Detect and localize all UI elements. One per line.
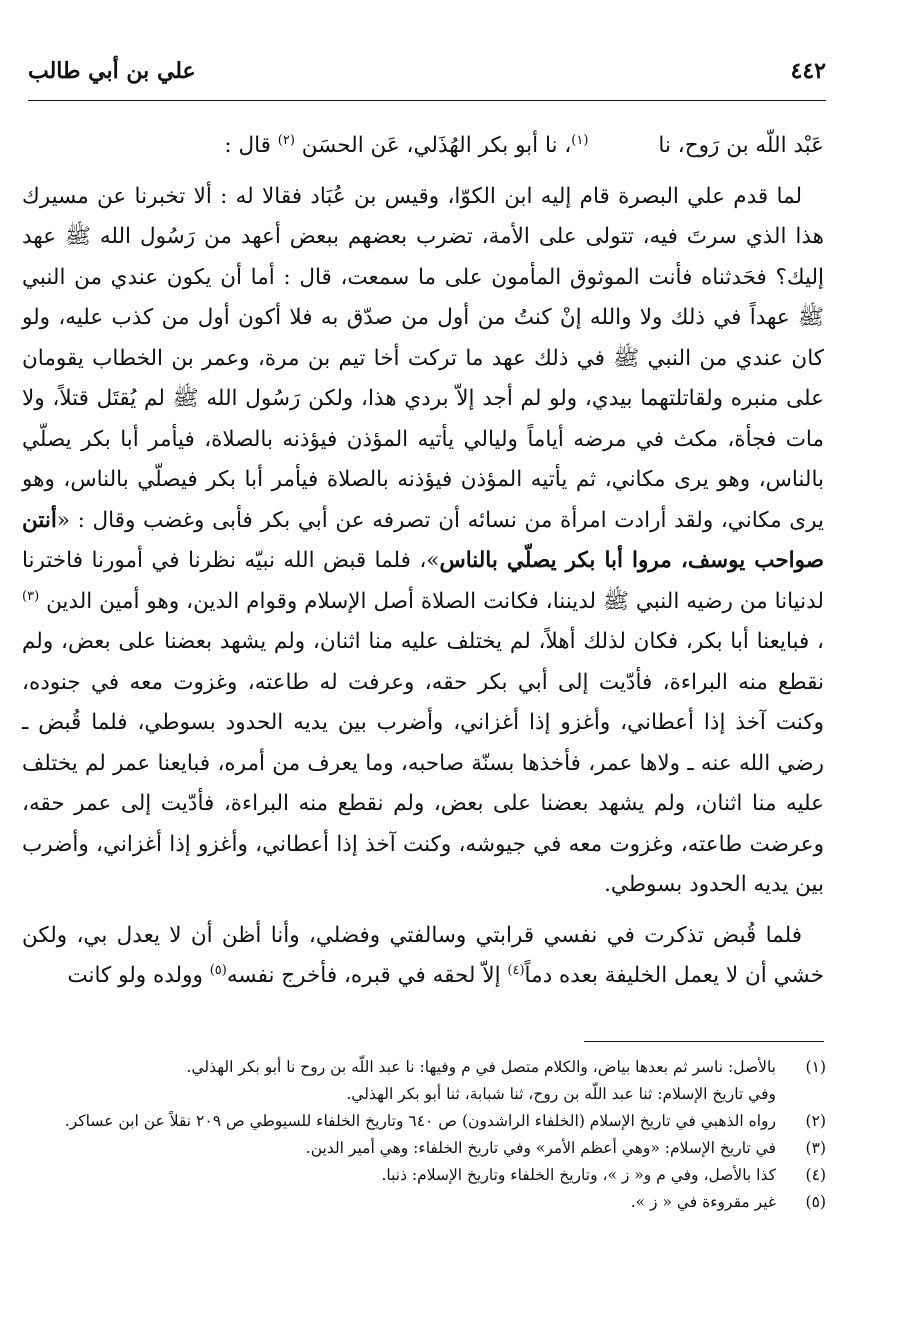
footnotes bbox=[26, 1054, 826, 1216]
footnote-number: (١) bbox=[805, 1058, 826, 1076]
footnote-text: رواه الذهبي في تاريخ الإسلام (الخلفاء الراشدون) ص ٦٤٠ وتاريخ الخلفاء للسيوطي ص ٢٠٩ نقلاً عن ابن عساكر. bbox=[64, 1112, 776, 1130]
footnote-text: كذا بالأصل، وفي م و« ز »، وتاريخ الخلفاء وتاريخ الإسلام: ذنبا. bbox=[381, 1166, 776, 1184]
footnote-4 bbox=[26, 1162, 826, 1189]
isnad-part-c: قال : bbox=[224, 133, 271, 158]
footnote-number: (٤) bbox=[805, 1166, 826, 1184]
footnote-number: (٥) bbox=[805, 1193, 826, 1211]
paragraph-2-b: إلاّ لحقه في قبره، فأخرج نفسه bbox=[226, 963, 501, 988]
footnote-rule bbox=[584, 1041, 824, 1042]
isnad-part-b: ، نا أبو بكر الهُذَلي، عَن الحسَن bbox=[301, 133, 572, 158]
footnote-2 bbox=[26, 1108, 826, 1135]
footnote-number: (٢) bbox=[805, 1112, 826, 1130]
footnote-3 bbox=[26, 1135, 826, 1162]
footnote-text: بالأصل: ناسر ثم بعدها بياض، والكلام متصل في م وفيها: نا عبد اللّه بن روح نا أبو بكر الهذلي. bbox=[186, 1058, 776, 1076]
footnote-1 bbox=[26, 1054, 826, 1108]
footnote-ref-1: (١) bbox=[571, 132, 589, 148]
footnote-ref-3: (٣) bbox=[22, 588, 40, 604]
paragraph-2-c: وولده ولو كانت bbox=[67, 963, 203, 988]
paragraph-1-end: ، فبايعنا أبا بكر، فكان لذلك أهلاً، لم يختلف عليه منا اثنان، ولم يشهد بعضنا على بعض، ولم نقطع منه البراءة، فأدّيت إلى أبي بكر حقه، وعرفت له طاعته، وغزوت معه في جنوده، وكنت آخذ إذا أعطاني، وأغزو إذا أغزاني، وأضرب بين يديه الحدود بسوطي، فلما قُبض ـ رضي الله عنه ـ ولاها عمر، فأخذها بسنّة صاحبه، وما يعرف من أمره، فبايعنا عمر لم يختلف عليه منا اثنان، ولم يشهد بعضنا على بعض، ولم نقطع منه البراءة، فأدّيت إلى عمر حقه، وعرضت طاعته، وغزوت معه في جيوشه، وكنت آخذ إذا أعطاني، وأغزو إذا أغزاني، وأضرب بين يديه الحدود بسوطي. bbox=[22, 629, 824, 897]
paragraph-2-a: فلما قُبض تذكرت في نفسي قرابتي وسالفتي وفضلي، وأنا أظن أن لا يعدل بي، ولكن خشي أن لا يعمل الخليفة بعده دماً bbox=[22, 922, 824, 988]
hadith-quote: أنتن صواحب يوسف، مروا أبا بكر يصلّي بالناس bbox=[22, 507, 825, 573]
footnote-5 bbox=[26, 1189, 826, 1216]
page-header bbox=[28, 58, 826, 98]
isnad-line bbox=[22, 126, 824, 167]
running-title: علي بن أبي طالب bbox=[28, 58, 196, 84]
paragraph-1 bbox=[22, 177, 824, 906]
header-rule bbox=[28, 100, 826, 101]
paragraph-1-text: لما قدم علي البصرة قام إليه ابن الكوّا، وقيس بن عُبَاد فقالا له : ألا تخبرنا عن مسيرك هذا الذي سرتَ فيه، تتولى على الأمة، تضرب بعضهم ببعض أعهد من رَسُول الله ﷺ عهد إليك؟ فحَدثناه فأنت الموثوق المأمون على ما سمعت، قال : أما أن يكون عندي من النبي ﷺ عهداً في ذلك ولا والله إنْ كنتُ من أول من صدّق به فلا أكون أول من كذب عليه، ولو كان عندي من النبي ﷺ في ذلك عهد ما تركت أخا تيم بن مرة، وعمر بن الخطاب يقومان على منبره ولقاتلتهما بيدي، ولو لم أجد إلاّ بردي هذا، ولكن رَسُول الله ﷺ لم يُقتَل قتلاً، ولا مات فجأة، مكث في مرضه أياماً وليالي يأتيه المؤذن فيؤذنه بالصلاة، فيأمر أبا بكر يصلّي بالناس، وهو يرى مكاني، ثم يأتيه المؤذن فيؤذنه بالصلاة فيأمر أبا بكر فيصلّي بالناس، وهو يرى مكاني، ولقد أرادت امرأة من نسائه أن تصرفه عن أبي بكر فأبى وغضب وقال : « bbox=[22, 183, 824, 533]
main-text bbox=[22, 126, 824, 997]
footnote-text: غير مقروءة في « ز ». bbox=[630, 1193, 776, 1211]
footnote-number: (٣) bbox=[805, 1139, 826, 1157]
paragraph-1-after: »، فلما قبض الله نبيّه نظرنا في أمورنا فاخترنا لدنيانا من رضيه النبي ﷺ لديننا، فكانت الصلاة أصل الإسلام وقوام الدين، وهو أمين الدين bbox=[22, 548, 824, 614]
footnote-text-cont: وفي تاريخ الإسلام: ثنا عبد اللّه بن روح، ثنا شبابة، ثنا أبو بكر الهذلي. bbox=[346, 1085, 776, 1103]
footnote-ref-4: (٤) bbox=[507, 962, 525, 978]
isnad-part-a: عَبْد اللّه بن رَوح، نا bbox=[658, 133, 824, 158]
footnote-text: في تاريخ الإسلام: «وهي أعظم الأمر» وفي تاريخ الخلفاء: وهي أمير الدين. bbox=[305, 1139, 776, 1157]
paragraph-2 bbox=[22, 916, 824, 997]
footnote-ref-2: (٢) bbox=[277, 132, 295, 148]
footnote-ref-5: (٥) bbox=[209, 962, 227, 978]
page-number: ٤٤٢ bbox=[790, 58, 826, 84]
